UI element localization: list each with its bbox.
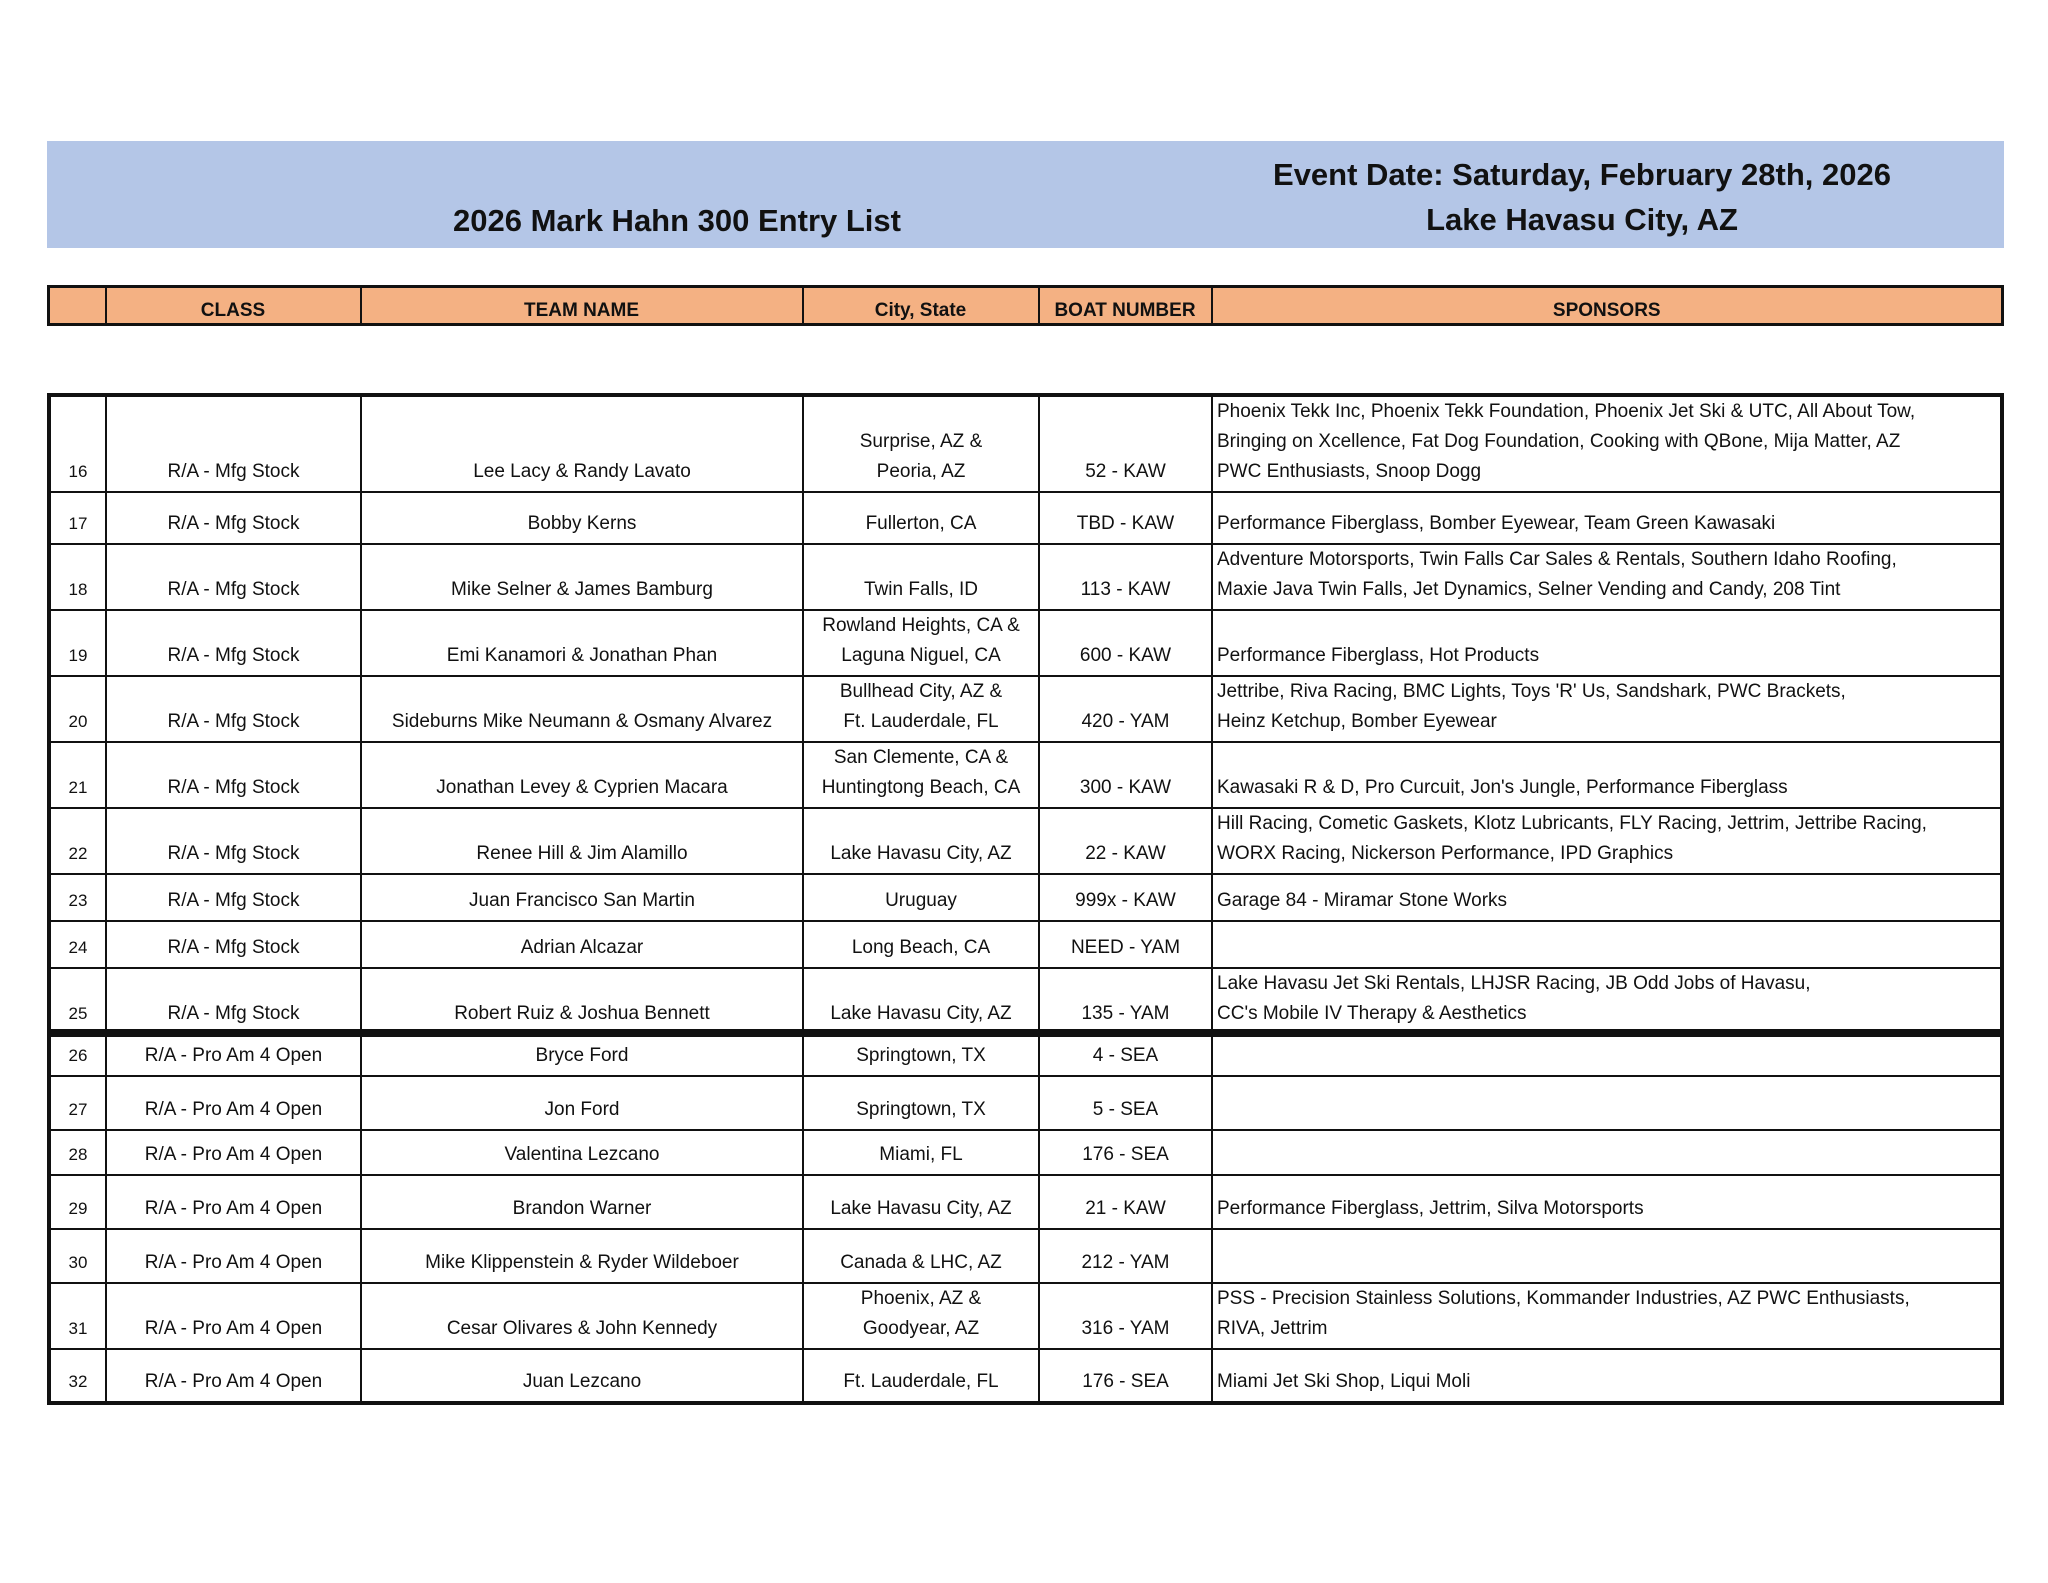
city-state-line: Miami, FL [879, 1144, 963, 1165]
sponsors-cell [1212, 610, 2002, 676]
row-number-cell: 26 [49, 1031, 106, 1076]
city-state-line: Rowland Heights, CA & [822, 615, 1020, 636]
table-row [49, 1175, 2002, 1229]
city-state-cell [803, 676, 1039, 742]
city-state-line: Fullerton, CA [865, 513, 977, 534]
row-number-cell: 18 [49, 544, 106, 610]
sponsors-cell [1212, 1229, 2002, 1283]
city-state-line: Phoenix, AZ & [860, 1288, 982, 1309]
city-state-line: San Clemente, CA & [833, 747, 1009, 768]
boat-number-cell: 600 - KAW [1039, 610, 1212, 676]
sponsors-cell [1212, 1076, 2002, 1130]
table-row [49, 1349, 2002, 1403]
row-number-cell: 17 [49, 492, 106, 544]
city-state-cell [803, 1031, 1039, 1076]
team-name-cell: Bryce Ford [361, 1031, 803, 1076]
city-state-cell [803, 395, 1039, 492]
team-name-cell: Lee Lacy & Randy Lavato [361, 395, 803, 492]
sponsor-line: PSS - Precision Stainless Solutions, Kommander Industries, AZ PWC Enthusiasts, [1217, 1288, 1910, 1309]
city-state-cell [803, 544, 1039, 610]
table-row [49, 742, 2002, 808]
table-row [49, 921, 2002, 968]
city-state-line: Springtown, TX [856, 1099, 986, 1120]
event-location: Lake Havasu City, AZ [1426, 202, 1738, 237]
sponsor-line: CC's Mobile IV Therapy & Aesthetics [1217, 1003, 1527, 1024]
city-state-line: Surprise, AZ & [859, 431, 983, 452]
boat-number-cell: 52 - KAW [1039, 395, 1212, 492]
column-header-team-name: TEAM NAME [361, 287, 803, 325]
title-banner [47, 141, 2004, 248]
city-state-cell [803, 874, 1039, 921]
city-state-cell [803, 921, 1039, 968]
class-cell: R/A - Mfg Stock [106, 874, 361, 921]
sponsors-cell [1212, 1283, 2002, 1349]
city-state-cell [803, 1283, 1039, 1349]
table-row [49, 544, 2002, 610]
boat-number-cell: 212 - YAM [1039, 1229, 1212, 1283]
sponsor-line: Jettribe, Riva Racing, BMC Lights, Toys 'R' Us, Sandshark, PWC Brackets, [1217, 681, 1846, 702]
sponsors-cell [1212, 874, 2002, 921]
sponsors-cell [1212, 492, 2002, 544]
team-name-cell: Mike Klippenstein & Ryder Wildeboer [361, 1229, 803, 1283]
sponsors-cell [1212, 1031, 2002, 1076]
class-cell: R/A - Pro Am 4 Open [106, 1349, 361, 1403]
city-state-line: Twin Falls, ID [863, 579, 979, 600]
sponsor-line: PWC Enthusiasts, Snoop Dogg [1217, 461, 1482, 482]
city-state-line: Laguna Niguel, CA [841, 645, 1001, 666]
row-number-cell: 22 [49, 808, 106, 874]
table-row [49, 1130, 2002, 1175]
sponsor-line: Garage 84 - Miramar Stone Works [1217, 890, 1508, 911]
column-header-number [49, 287, 106, 325]
team-name-cell: Juan Lezcano [361, 1349, 803, 1403]
sponsor-line: Performance Fiberglass, Hot Products [1217, 645, 1540, 666]
city-state-line: Bullhead City, AZ & [839, 681, 1003, 702]
row-number-cell: 21 [49, 742, 106, 808]
boat-number-cell: 420 - YAM [1039, 676, 1212, 742]
table-row [49, 676, 2002, 742]
column-header-boat-number: BOAT NUMBER [1039, 287, 1212, 325]
column-header-class: CLASS [106, 287, 361, 325]
sponsors-cell [1212, 544, 2002, 610]
row-number-cell: 25 [49, 968, 106, 1035]
boat-number-cell: 21 - KAW [1039, 1175, 1212, 1229]
row-number-cell: 28 [49, 1130, 106, 1175]
sponsor-line: Miami Jet Ski Shop, Liqui Moli [1217, 1371, 1471, 1392]
team-name-cell: Valentina Lezcano [361, 1130, 803, 1175]
class-cell: R/A - Mfg Stock [106, 808, 361, 874]
boat-number-cell: 176 - SEA [1039, 1349, 1212, 1403]
class-cell: R/A - Mfg Stock [106, 742, 361, 808]
sponsor-line: Adventure Motorsports, Twin Falls Car Sales & Rentals, Southern Idaho Roofing, [1217, 549, 1897, 570]
city-state-line: Lake Havasu City, AZ [830, 1003, 1012, 1024]
sponsors-cell [1212, 395, 2002, 492]
team-name-cell: Jon Ford [361, 1076, 803, 1130]
city-state-cell [803, 742, 1039, 808]
entries-table-mfg-stock [47, 393, 2004, 1037]
class-cell: R/A - Pro Am 4 Open [106, 1031, 361, 1076]
city-state-line: Springtown, TX [856, 1045, 986, 1066]
city-state-line: Ft. Lauderdale, FL [843, 1371, 999, 1392]
class-cell: R/A - Mfg Stock [106, 395, 361, 492]
class-cell: R/A - Mfg Stock [106, 968, 361, 1035]
city-state-cell [803, 1229, 1039, 1283]
class-cell: R/A - Mfg Stock [106, 492, 361, 544]
boat-number-cell: 999x - KAW [1039, 874, 1212, 921]
team-name-cell: Emi Kanamori & Jonathan Phan [361, 610, 803, 676]
row-number-cell: 23 [49, 874, 106, 921]
city-state-line: Long Beach, CA [851, 937, 991, 958]
team-name-cell: Adrian Alcazar [361, 921, 803, 968]
boat-number-cell: 113 - KAW [1039, 544, 1212, 610]
sponsor-line: Maxie Java Twin Falls, Jet Dynamics, Selner Vending and Candy, 208 Tint [1217, 579, 1841, 600]
city-state-line: Ft. Lauderdale, FL [843, 711, 999, 732]
table-row [49, 808, 2002, 874]
team-name-cell: Sideburns Mike Neumann & Osmany Alvarez [361, 676, 803, 742]
team-name-cell: Renee Hill & Jim Alamillo [361, 808, 803, 874]
city-state-cell [803, 492, 1039, 544]
city-state-cell [803, 1349, 1039, 1403]
column-header-table [47, 285, 2004, 326]
sponsors-cell [1212, 1130, 2002, 1175]
city-state-cell [803, 610, 1039, 676]
sponsor-line: Kawasaki R & D, Pro Curcuit, Jon's Jungle, Performance Fiberglass [1217, 777, 1788, 798]
sponsors-cell [1212, 808, 2002, 874]
table-row [49, 1283, 2002, 1349]
sponsor-line: WORX Racing, Nickerson Performance, IPD Graphics [1217, 843, 1674, 864]
column-header-city-state: City, State [803, 287, 1039, 325]
city-state-line: Uruguay [885, 890, 957, 911]
row-number-cell: 16 [49, 395, 106, 492]
table-row [49, 1229, 2002, 1283]
table-row [49, 968, 2002, 1035]
class-cell: R/A - Mfg Stock [106, 676, 361, 742]
class-cell: R/A - Pro Am 4 Open [106, 1229, 361, 1283]
table-row [49, 395, 2002, 492]
sponsor-line: RIVA, Jettrim [1217, 1318, 1328, 1339]
row-number-cell: 32 [49, 1349, 106, 1403]
city-state-line: Lake Havasu City, AZ [830, 843, 1012, 864]
sponsors-cell [1212, 676, 2002, 742]
boat-number-cell: NEED - YAM [1039, 921, 1212, 968]
table-row [49, 874, 2002, 921]
sponsor-line: Lake Havasu Jet Ski Rentals, LHJSR Racing, JB Odd Jobs of Havasu, [1217, 973, 1811, 994]
class-cell: R/A - Pro Am 4 Open [106, 1076, 361, 1130]
table-row [49, 610, 2002, 676]
sponsor-line: Performance Fiberglass, Jettrim, Silva Motorsports [1217, 1198, 1644, 1219]
class-cell: R/A - Pro Am 4 Open [106, 1175, 361, 1229]
sponsor-line: Phoenix Tekk Inc, Phoenix Tekk Foundation, Phoenix Jet Ski & UTC, All About Tow, [1217, 401, 1916, 422]
boat-number-cell: 300 - KAW [1039, 742, 1212, 808]
sponsors-cell [1212, 1175, 2002, 1229]
table-row [49, 492, 2002, 544]
boat-number-cell: 4 - SEA [1039, 1031, 1212, 1076]
city-state-cell [803, 1130, 1039, 1175]
boat-number-cell: 5 - SEA [1039, 1076, 1212, 1130]
team-name-cell: Jonathan Levey & Cyprien Macara [361, 742, 803, 808]
document-title: 2026 Mark Hahn 300 Entry List [453, 203, 901, 238]
row-number-cell: 29 [49, 1175, 106, 1229]
column-header-sponsors: SPONSORS [1212, 287, 2003, 325]
row-number-cell: 31 [49, 1283, 106, 1349]
table-row [49, 1031, 2002, 1076]
boat-number-cell: 176 - SEA [1039, 1130, 1212, 1175]
boat-number-cell: 316 - YAM [1039, 1283, 1212, 1349]
team-name-cell: Juan Francisco San Martin [361, 874, 803, 921]
city-state-cell [803, 808, 1039, 874]
row-number-cell: 20 [49, 676, 106, 742]
city-state-cell [803, 1175, 1039, 1229]
city-state-line: Lake Havasu City, AZ [830, 1198, 1012, 1219]
entries-table-pro-am [47, 1029, 2004, 1405]
row-number-cell: 19 [49, 610, 106, 676]
city-state-line: Huntingtong Beach, CA [821, 777, 1021, 798]
city-state-line: Goodyear, AZ [862, 1318, 980, 1339]
boat-number-cell: TBD - KAW [1039, 492, 1212, 544]
team-name-cell: Mike Selner & James Bamburg [361, 544, 803, 610]
team-name-cell: Cesar Olivares & John Kennedy [361, 1283, 803, 1349]
sponsor-line: Performance Fiberglass, Bomber Eyewear, Team Green Kawasaki [1217, 513, 1776, 534]
city-state-line: Peoria, AZ [876, 461, 966, 482]
row-number-cell: 27 [49, 1076, 106, 1130]
boat-number-cell: 135 - YAM [1039, 968, 1212, 1035]
team-name-cell: Bobby Kerns [361, 492, 803, 544]
table-row [49, 1076, 2002, 1130]
row-number-cell: 30 [49, 1229, 106, 1283]
city-state-cell [803, 968, 1039, 1035]
class-cell: R/A - Pro Am 4 Open [106, 1283, 361, 1349]
sponsor-line: Bringing on Xcellence, Fat Dog Foundation, Cooking with QBone, Mija Matter, AZ [1217, 431, 1901, 452]
sponsors-cell [1212, 921, 2002, 968]
sponsors-cell [1212, 968, 2002, 1035]
boat-number-cell: 22 - KAW [1039, 808, 1212, 874]
class-cell: R/A - Mfg Stock [106, 544, 361, 610]
sponsor-line: Hill Racing, Cometic Gaskets, Klotz Lubricants, FLY Racing, Jettrim, Jettribe Racing, [1217, 813, 1927, 834]
sponsors-cell [1212, 1349, 2002, 1403]
city-state-line: Canada & LHC, AZ [840, 1252, 1002, 1273]
sponsors-cell [1212, 742, 2002, 808]
class-cell: R/A - Mfg Stock [106, 610, 361, 676]
column-header-row [49, 287, 2003, 325]
class-cell: R/A - Pro Am 4 Open [106, 1130, 361, 1175]
team-name-cell: Brandon Warner [361, 1175, 803, 1229]
team-name-cell: Robert Ruiz & Joshua Bennett [361, 968, 803, 1035]
event-date: Event Date: Saturday, February 28th, 2026 [1273, 157, 1891, 192]
class-cell: R/A - Mfg Stock [106, 921, 361, 968]
row-number-cell: 24 [49, 921, 106, 968]
sponsor-line: Heinz Ketchup, Bomber Eyewear [1217, 711, 1497, 732]
city-state-cell [803, 1076, 1039, 1130]
